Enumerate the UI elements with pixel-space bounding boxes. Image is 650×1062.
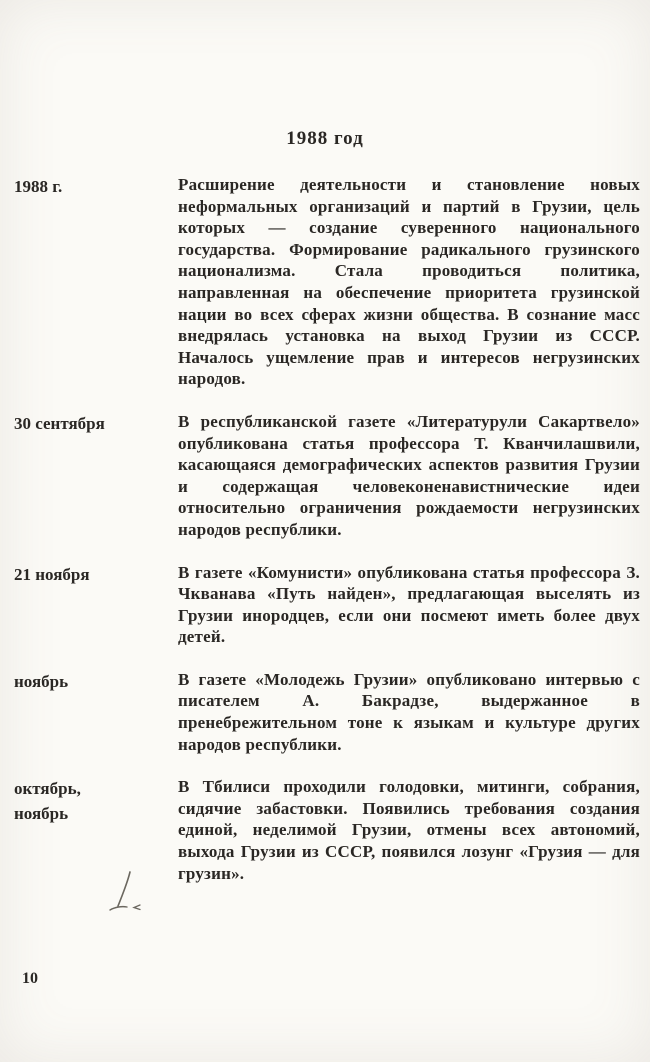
timeline-entry [0,174,650,390]
page-number: 10 [22,970,38,987]
entry-date: 21 ноября [14,564,90,584]
entry-text: В газете «Молодежь Грузии» опубликовано интервью с писателем А. Бакрадзе, выдержанное в пренебрежительном тоне к языкам и культуре других народов республики. [178,669,640,754]
entry-date: 30 сентября [14,413,105,433]
entry-text: Расширение деятельности и становление новых неформальных организаций и партий в Грузии, цель которых — создание суверенного национального государства. Формирование радикального грузинского национализма. Стала проводиться политика, направленная на обеспечение приоритета грузинской нации во всех сферах жизни общества. В сознание масс внедрялась установка на выход Грузии из СССР. Началось ущемление прав и интересов негрузинских народов. [178,175,640,389]
timeline-entry [0,562,650,648]
entry-date: октябрь, ноябрь [14,779,81,824]
timeline-entries [0,174,650,884]
timeline-entry [0,411,650,541]
entry-date: ноябрь [14,671,69,691]
page-title: 1988 год [286,128,364,149]
entry-date: 1988 г. [14,177,63,196]
entry-text: В республиканской газете «Литературули Сакартвело» опубликована статья профессора Т. Кванчилашвили, касающаяся демографических аспектов развития Грузии и содержащая человеконенавистнические идеи относительно ограничения рождаемости негрузинских народов республики. [178,411,640,539]
timeline-entry [0,669,650,755]
timeline-entry [0,776,650,884]
entry-text: В Тбилиси проходили голодовки, митинги, собрания, сидячие забастовки. Появились требования создания единой, неделимой Грузии, отмены всех автономий, выхода Грузии из СССР, появился лозунг «Грузия — для грузин». [178,777,640,883]
entry-text: В газете «Комунисти» опубликована статья профессора З. Чкванава «Путь найден», предлагающая выселять из Грузии инородцев, если они посмеют иметь более двух детей. [178,562,640,647]
